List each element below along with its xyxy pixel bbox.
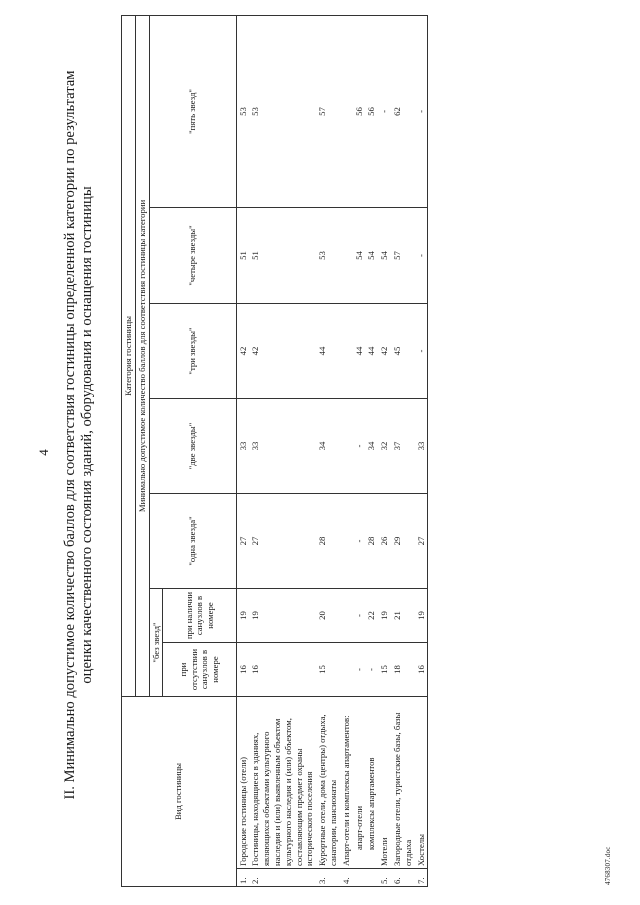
score-cell: 34 <box>316 399 340 494</box>
score-cell: 33 <box>415 399 428 494</box>
score-cell: 22 <box>365 589 378 643</box>
score-cell: 28 <box>365 494 378 589</box>
score-cell: - <box>415 304 428 399</box>
row-hotel-type: Хостелы <box>415 697 428 869</box>
score-cell: 44 <box>353 304 366 399</box>
score-cell: - <box>415 208 428 304</box>
score-cell: 16 <box>236 643 249 697</box>
score-cell <box>340 15 353 207</box>
section-title: II. Минимально допустимое количество баллов для соответствия гостиницы определенной категории по результатам оценки качественного состояния зданий, оборудования и оснащения гостиницы <box>61 70 95 800</box>
score-cell: 54 <box>378 208 391 304</box>
row-hotel-type: Апарт-отели и комплексы апартаментов: <box>340 697 353 869</box>
score-cell: 27 <box>415 494 428 589</box>
score-cell: 27 <box>249 494 316 589</box>
col-header-one-star: "одна звезда" <box>149 494 236 589</box>
col-header-min-score: Минимально допустимое количество баллов для соответствия гостиницы категории <box>135 15 149 696</box>
score-cell: 21 <box>391 589 415 643</box>
col-header-type: Вид гостиницы <box>122 697 237 887</box>
col-header-two-stars: "две звезды" <box>149 399 236 494</box>
score-cell: - <box>415 15 428 207</box>
score-cell: 34 <box>365 399 378 494</box>
score-cell <box>340 494 353 589</box>
score-cell: 57 <box>391 208 415 304</box>
score-cell: 16 <box>249 643 316 697</box>
col-header-with-bathroom: при наличии санузлов в номере <box>163 589 236 643</box>
score-cell: 19 <box>236 589 249 643</box>
row-number: 2. <box>249 869 316 887</box>
score-cell: 16 <box>415 643 428 697</box>
score-cell: 53 <box>236 15 249 207</box>
scores-table <box>121 15 428 887</box>
row-number <box>353 869 366 887</box>
score-cell: 57 <box>316 15 340 207</box>
score-cell <box>340 643 353 697</box>
score-cell: - <box>365 643 378 697</box>
row-number: 7. <box>415 869 428 887</box>
score-cell: 42 <box>249 304 316 399</box>
table-row <box>378 15 391 886</box>
row-number: 3. <box>316 869 340 887</box>
score-cell: - <box>353 494 366 589</box>
score-cell: - <box>353 399 366 494</box>
score-cell: 33 <box>236 399 249 494</box>
score-cell: 42 <box>378 304 391 399</box>
col-header-five-stars: "пять звезд" <box>149 15 236 207</box>
col-header-four-stars: "четыре звезды" <box>149 208 236 304</box>
footer-doc-code: 4768307.doc <box>604 846 612 885</box>
table-body <box>236 15 428 886</box>
col-header-bez-zvezd: "без звезд" <box>149 589 163 697</box>
col-header-without-bathroom: при отсутствии санузлов в номере <box>163 643 236 697</box>
score-cell: 53 <box>316 208 340 304</box>
score-cell: 53 <box>249 15 316 207</box>
row-number: 4. <box>340 869 353 887</box>
score-cell: 56 <box>365 15 378 207</box>
score-cell: 20 <box>316 589 340 643</box>
score-cell: 18 <box>391 643 415 697</box>
score-cell: 62 <box>391 15 415 207</box>
score-cell <box>340 304 353 399</box>
score-cell: 51 <box>249 208 316 304</box>
score-cell: 33 <box>249 399 316 494</box>
score-cell: 45 <box>391 304 415 399</box>
row-number: 5. <box>378 869 391 887</box>
row-number <box>365 869 378 887</box>
score-cell: 42 <box>236 304 249 399</box>
score-cell: 56 <box>353 15 366 207</box>
row-hotel-type: комплексы апартаментов <box>365 697 378 869</box>
page-number: 4 <box>36 449 51 456</box>
score-cell: 44 <box>316 304 340 399</box>
row-hotel-type: Гостиницы, находящиеся в зданиях, являющихся объектами культурного наследия и (или) выявленным объектом культурного наследия и (или) объектом, составляющим предмет охраны исторического поселения <box>249 697 316 869</box>
table-row <box>236 15 249 886</box>
table-row <box>415 15 428 886</box>
row-hotel-type: апарт-отели <box>353 697 366 869</box>
table-row <box>391 15 415 886</box>
score-cell: 54 <box>353 208 366 304</box>
score-cell: 29 <box>391 494 415 589</box>
score-cell: - <box>378 15 391 207</box>
row-number: 1. <box>236 869 249 887</box>
score-cell: 15 <box>316 643 340 697</box>
score-cell: - <box>353 589 366 643</box>
row-hotel-type: Городские гостиницы (отели) <box>236 697 249 869</box>
score-cell: 37 <box>391 399 415 494</box>
row-hotel-type: Мотели <box>378 697 391 869</box>
table-row <box>353 15 366 886</box>
score-cell: 19 <box>415 589 428 643</box>
score-cell: 32 <box>378 399 391 494</box>
col-header-three-stars: "три звезды" <box>149 304 236 399</box>
score-cell: 15 <box>378 643 391 697</box>
score-cell: 44 <box>365 304 378 399</box>
table-row <box>316 15 340 886</box>
score-cell: 27 <box>236 494 249 589</box>
table-row <box>249 15 316 886</box>
row-hotel-type: Курортные отели, дома (центры) отдыха, санатории, пансионаты <box>316 697 340 869</box>
row-number: 6. <box>391 869 415 887</box>
score-cell: 54 <box>365 208 378 304</box>
score-cell: - <box>353 643 366 697</box>
row-hotel-type: Загородные отели, туристские базы, базы отдыха <box>391 697 415 869</box>
table-row <box>340 15 353 886</box>
score-cell <box>340 208 353 304</box>
score-cell: 28 <box>316 494 340 589</box>
table-row <box>365 15 378 886</box>
score-cell <box>340 589 353 643</box>
score-cell: 19 <box>249 589 316 643</box>
score-cell <box>340 399 353 494</box>
col-header-category: Категория гостиницы <box>122 15 136 696</box>
score-cell: 26 <box>378 494 391 589</box>
score-cell: 19 <box>378 589 391 643</box>
score-cell: 51 <box>236 208 249 304</box>
